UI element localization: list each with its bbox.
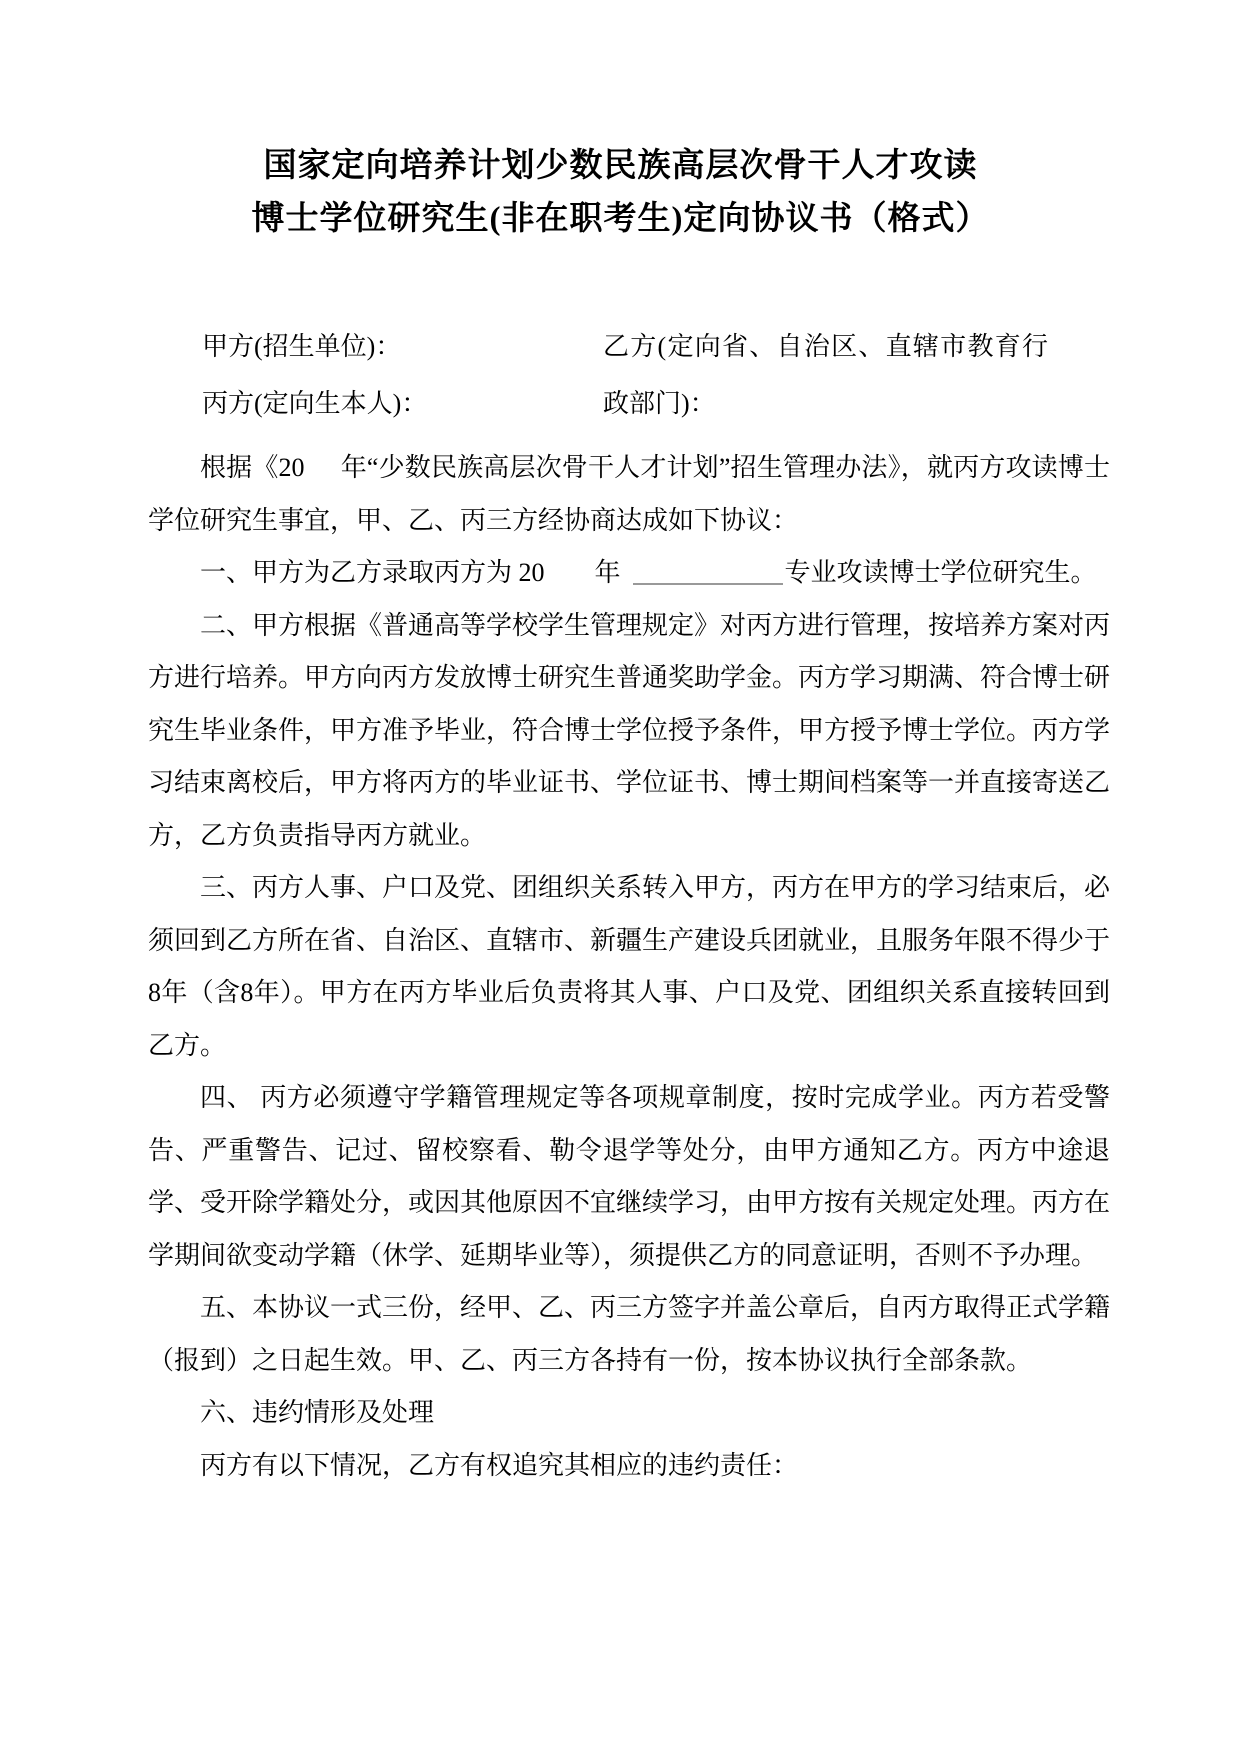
clause-1-text-after-blank: 专业攻读博士学位研究生。 <box>784 558 1097 587</box>
clause-1-paragraph <box>148 547 1110 600</box>
document-title-line-2: 博士学位研究生(非在职考生)定向协议书（格式） <box>251 201 990 237</box>
clause-1-year-char: 年 <box>594 558 621 587</box>
document-body <box>148 442 1110 1492</box>
preamble-paragraph <box>148 442 1110 547</box>
party-b-label: 乙方(定向省、自治区、直辖市教育行政部门)： <box>603 332 1048 418</box>
clause-6-heading: 六、违约情形及处理 <box>200 1398 435 1427</box>
clause-2-paragraph: 二、甲方根据《普通高等学校学生管理规定》对丙方进行管理，按培养方案对丙方进行培养。甲方向丙方发放博士研究生普通奖助学金。丙方学习期满、符合博士研究生毕业条件，甲方准予毕业，符合博士学位授予条件，甲方授予博士学位。丙方学习结束离校后，甲方将丙方的毕业证书、学位证书、博士期间档案等一并直接寄送乙方，乙方负责指导丙方就业。 <box>148 610 1111 850</box>
clause-6-intro-paragraph: 丙方有以下情况，乙方有权追究其相应的违约责任： <box>200 1450 799 1480</box>
clause-5-paragraph: 五、本协议一式三份，经甲、乙、丙三方签字并盖公章后，自丙方取得正式学籍（报到）之日起生效。甲、乙、丙三方各持有一份，按本协议执行全部条款。 <box>148 1293 1111 1375</box>
clause-3-paragraph: 三、丙方人事、户口及党、团组织关系转入甲方，丙方在甲方的学习结束后，必须回到乙方所在省、自治区、直辖市、新疆生产建设兵团就业，且服务年限不得少于8年（含8年）。甲方在丙方毕业后负责将其人事、户口及党、团组织关系直接转回到乙方。 <box>148 873 1111 1060</box>
preamble-text-before-year: 根据《20 <box>200 453 305 482</box>
clause-1-text-before-year: 一、甲方为乙方录取丙方为 20 <box>200 558 545 587</box>
party-c-label: 丙方(定向生本人)： <box>202 389 428 418</box>
clause-4-paragraph: 四、 丙方必须遵守学籍管理规定等各项规章制度，按时完成学业。丙方若受警告、严重警告、记过、留校察看、勒令退学等处分，由甲方通知乙方。丙方中途退学、受开除学籍处分，或因其他原因不宜继续学习，由甲方按有关规定处理。丙方在学期间欲变动学籍（休学、延期毕业等），须提供乙方的同意证明，否则不予办理。 <box>148 1083 1111 1270</box>
parties-block <box>148 318 1116 438</box>
party-a-label: 甲方(招生单位)： <box>202 332 402 361</box>
document-title <box>0 140 1241 246</box>
major-blank-underline <box>633 559 783 585</box>
document-title-line-1: 国家定向培养计划少数民族高层次骨干人才攻读 <box>263 148 978 184</box>
preamble-text-after-year: 年“少数民族高层次骨干人才计划”招生管理办法》，就丙方攻读博士学位研究生事宜，甲、乙、丙三方经协商达成如下协议： <box>148 453 1110 535</box>
